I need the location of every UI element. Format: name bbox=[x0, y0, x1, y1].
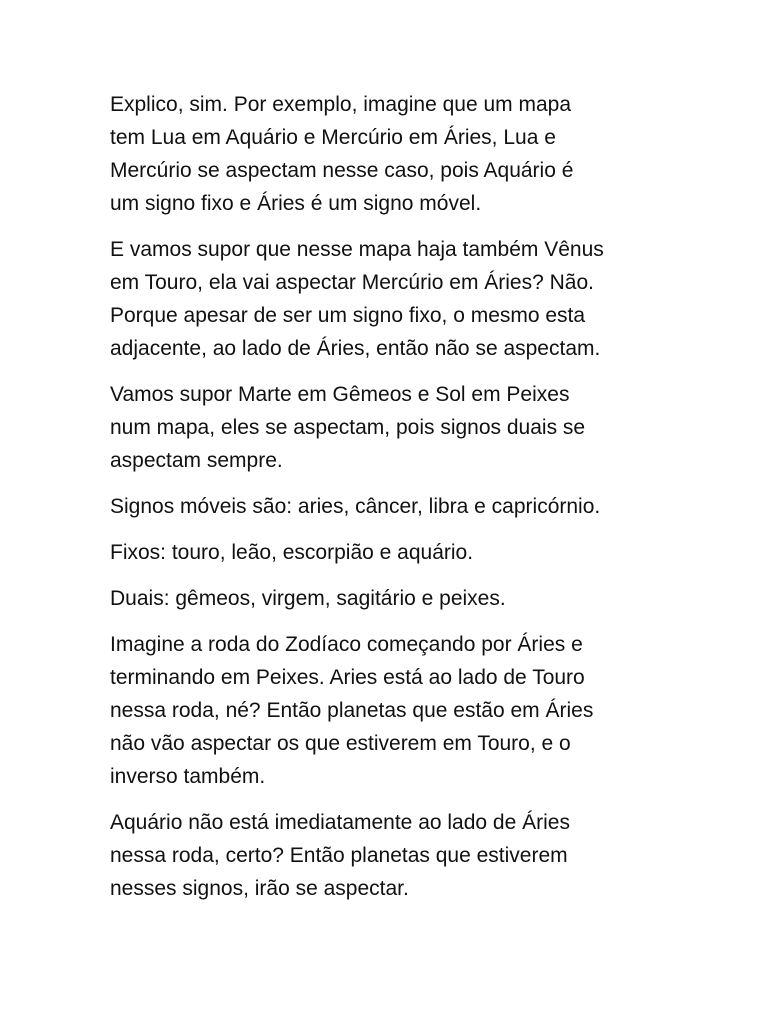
text-line: nessa roda, certo? Então planetas que estiverem bbox=[110, 844, 568, 867]
paragraph bbox=[110, 490, 670, 523]
paragraph bbox=[110, 628, 670, 793]
text-line: tem Lua em Aquário e Mercúrio em Áries, Lua e bbox=[110, 126, 556, 149]
document-body bbox=[110, 88, 670, 918]
text-line: Imagine a roda do Zodíaco começando por Áries e bbox=[110, 633, 583, 656]
paragraph bbox=[110, 582, 670, 615]
text-line: Mercúrio se aspectam nesse caso, pois Aquário é bbox=[110, 159, 574, 182]
text-line: nessa roda, né? Então planetas que estão em Áries bbox=[110, 699, 594, 722]
text-line: Porque apesar de ser um signo fixo, o mesmo esta bbox=[110, 304, 586, 327]
text-line: não vão aspectar os que estiverem em Touro, e o bbox=[110, 732, 571, 755]
text-line: Explico, sim. Por exemplo, imagine que um mapa bbox=[110, 93, 572, 116]
text-line: Fixos: touro, leão, escorpião e aquário. bbox=[110, 541, 474, 564]
text-line: um signo fixo e Áries é um signo móvel. bbox=[110, 192, 482, 215]
text-line: aspectam sempre. bbox=[110, 449, 283, 472]
text-line: em Touro, ela vai aspectar Mercúrio em Áries? Não. bbox=[110, 271, 594, 294]
text-line: adjacente, ao lado de Áries, então não se aspectam. bbox=[110, 337, 601, 360]
paragraph bbox=[110, 233, 670, 365]
text-line: Vamos supor Marte em Gêmeos e Sol em Peixes bbox=[110, 383, 570, 406]
text-line: num mapa, eles se aspectam, pois signos duais se bbox=[110, 416, 586, 439]
text-line: E vamos supor que nesse mapa haja também Vênus bbox=[110, 238, 604, 261]
text-line: Aquário não está imediatamente ao lado de Áries bbox=[110, 811, 570, 834]
text-line: terminando em Peixes. Aries está ao lado de Touro bbox=[110, 666, 585, 689]
paragraph bbox=[110, 806, 670, 905]
text-line: Duais: gêmeos, virgem, sagitário e peixes. bbox=[110, 587, 506, 610]
text-line: nesses signos, irão se aspectar. bbox=[110, 877, 409, 900]
text-line: Signos móveis são: aries, câncer, libra e capricórnio. bbox=[110, 495, 601, 518]
paragraph bbox=[110, 88, 670, 220]
paragraph bbox=[110, 536, 670, 569]
text-line: inverso também. bbox=[110, 765, 266, 788]
paragraph bbox=[110, 378, 670, 477]
